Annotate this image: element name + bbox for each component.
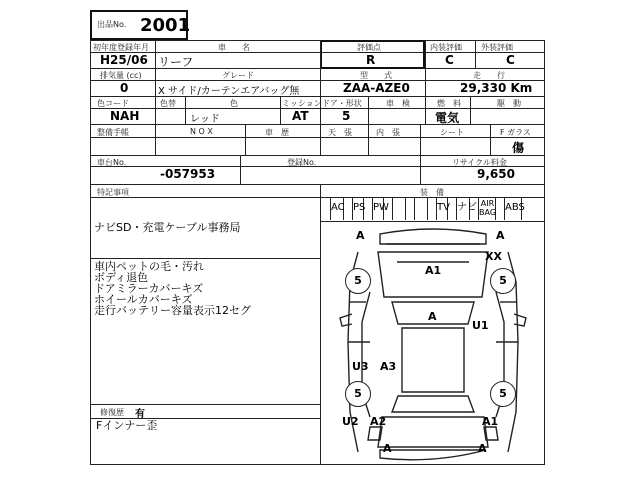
equipment-item	[470, 198, 496, 220]
mileage-label: 走 行	[473, 71, 505, 80]
score-value: R	[366, 53, 376, 67]
repair-detail: Fインナー歪	[96, 419, 158, 432]
mileage-value: 29,330 Km	[460, 81, 533, 95]
equipment-item	[428, 198, 448, 220]
tire-rear-right: 5	[490, 381, 516, 407]
tire-front-right: 5	[490, 268, 516, 294]
damage-mark: A	[383, 442, 392, 455]
equipment-label-text: TV	[437, 202, 450, 213]
equipment-checkbox	[448, 198, 457, 220]
color-code-label: 色コード	[97, 99, 129, 108]
inspection-label: 車 検	[386, 99, 410, 108]
damage-mark: A	[428, 310, 437, 323]
repair-label: 修復歴	[100, 408, 124, 417]
equipment-item	[322, 198, 344, 220]
recycle-label: リサイクル料金	[452, 158, 507, 167]
interior-trim-label: 内 張	[376, 128, 400, 137]
car-diagram	[322, 222, 544, 465]
exterior-value: C	[506, 53, 515, 67]
tire-front-left: 5	[345, 268, 371, 294]
color-value: レッド	[190, 114, 220, 125]
year-label: 初年度登録年月	[93, 43, 149, 52]
grade-value: X サイド/カーテンエアバッグ無	[158, 86, 300, 97]
damage-mark: A	[478, 442, 487, 455]
damage-mark: XX	[485, 250, 502, 263]
damage-mark: A2	[370, 415, 387, 428]
score-label: 評価点	[357, 43, 381, 52]
color-code-value: NAH	[110, 109, 140, 123]
equipment-checkbox	[364, 198, 373, 220]
damage-mark: A1	[425, 264, 442, 277]
equipment-label-text: PW	[373, 202, 389, 213]
displacement-label: 排気量 (cc)	[100, 71, 142, 80]
lot-number-value: 2001	[140, 15, 191, 36]
damage-mark: A3	[380, 360, 397, 373]
fuel-label: 燃 料	[437, 99, 461, 108]
damage-mark: U3	[352, 360, 369, 373]
equipment-label-text: AIR BAG	[479, 199, 497, 217]
equipment-checkbox	[344, 198, 353, 220]
doors-value: 5	[342, 109, 351, 123]
color-label: 色	[230, 99, 238, 108]
chassis-label: 車台No.	[97, 158, 127, 167]
model-label: 型 式	[360, 71, 392, 80]
note-line-2: 車内ペットの毛・汚れ	[94, 260, 204, 273]
roof-label: 天 張	[328, 128, 352, 137]
reg-label: 登録No.	[287, 158, 317, 167]
seat-label: シート	[440, 128, 464, 137]
doors-label: ドア・形状	[322, 99, 362, 108]
lot-number-box	[90, 10, 191, 40]
note-line-5: ホイールカバーキズ	[94, 293, 193, 306]
equipment-item	[448, 198, 477, 220]
nox-label: N O X	[190, 127, 213, 136]
equipment-checkbox	[322, 198, 331, 220]
grade-label: グレード	[222, 71, 254, 80]
exterior-label: 外装評価	[481, 43, 513, 52]
manual-label: 整備手帳	[97, 128, 129, 137]
year-value: H25/06	[100, 53, 148, 67]
interior-label: 内装評価	[430, 43, 462, 52]
equipment-label-text: ABS	[505, 202, 525, 213]
equipment-item	[344, 198, 364, 220]
drive-label: 駆 動	[497, 99, 521, 108]
notes-label: 特記事項	[97, 188, 129, 197]
name-label: 車 名	[218, 43, 250, 52]
transmission-value: AT	[292, 109, 309, 123]
model-value: ZAA-AZE0	[343, 81, 410, 95]
equipment-item	[496, 198, 525, 220]
note-line-6: 走行バッテリー容量表示12セグ	[94, 304, 251, 317]
note-line-3: ボディ退色	[94, 271, 149, 284]
equipment-label-text: ナビ	[457, 202, 477, 213]
interior-value: C	[445, 53, 454, 67]
damage-mark: A	[496, 229, 505, 242]
equipment-item	[364, 198, 389, 220]
equipment-checkbox	[384, 198, 393, 220]
equipment-item	[406, 198, 428, 220]
history-label: 車 歴	[265, 128, 289, 137]
repair-value: 有	[135, 409, 145, 420]
equipment-checkbox	[496, 198, 505, 220]
equipment-label-text: AC	[331, 202, 345, 213]
fuel-value: 電気	[435, 111, 460, 125]
color-change-label: 色替	[160, 99, 176, 108]
equipment-checkbox	[406, 198, 415, 220]
tire-rear-left: 5	[345, 381, 371, 407]
name-value: リーフ	[158, 55, 194, 69]
damage-mark: U2	[342, 415, 359, 428]
equipment-checkbox	[470, 198, 479, 220]
displacement-value: 0	[120, 81, 129, 95]
equipment-checkbox	[428, 198, 437, 220]
recycle-value: 9,650	[477, 167, 515, 181]
note-line-4: ドアミラーカバーキズ	[94, 282, 204, 295]
transmission-label: ミッション	[282, 99, 322, 108]
damage-mark: U1	[472, 319, 489, 332]
damage-mark: A1	[482, 415, 499, 428]
glass-label: F ガラス	[500, 128, 531, 137]
damage-mark: A	[356, 229, 365, 242]
equipment-item	[384, 198, 406, 220]
note-line-1: ナビSD・充電ケーブル事務局	[94, 221, 241, 234]
chassis-value: -057953	[160, 167, 216, 181]
equipment-label-text: PS	[353, 202, 366, 213]
equipment-label: 装 備	[420, 188, 444, 197]
lot-number-label: 出品No.	[97, 20, 127, 29]
glass-value: 傷	[512, 141, 525, 155]
